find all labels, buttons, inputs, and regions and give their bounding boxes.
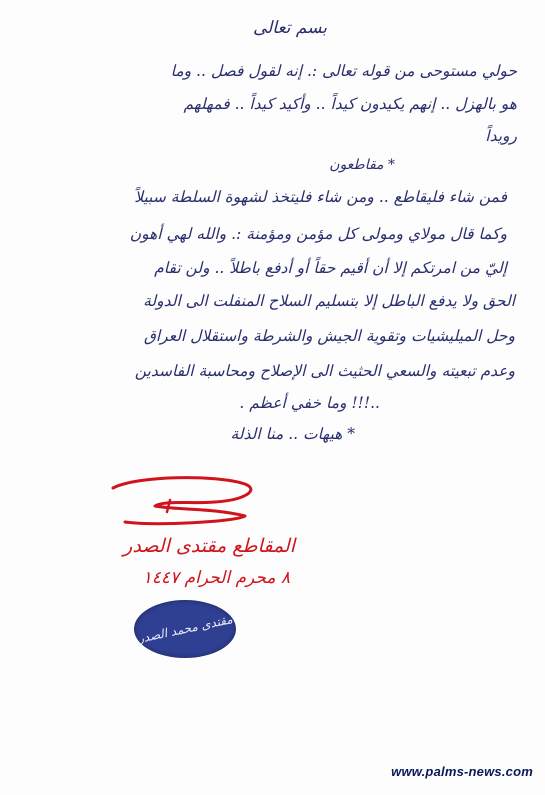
body-line-1: فمن شاء فليقاطع .. ومن شاء فليتخذ لشهوة السلطة سبيلاً <box>134 188 507 206</box>
body-line-2: وكما قال مولاي ومولى كل مؤمن ومؤمنة :. والله لهي أهون <box>129 225 507 243</box>
paragraph-line-3: رويداً <box>485 127 517 145</box>
letter-subject: * مقاطعون <box>329 157 395 173</box>
paragraph-line-1: حولي مستوحى من قوله تعالى :. إنه لقول فصل .. وما <box>170 62 517 80</box>
paragraph-line-2: هو بالهزل .. إنهم يكيدون كيداً .. وأكيد كيداً .. فمهلهم <box>183 95 517 113</box>
body-line-7: ..!!! وما خفي أعظم . <box>239 394 380 412</box>
source-website: www.palms-news.com <box>391 764 533 779</box>
official-seal <box>134 600 236 658</box>
body-line-3: إليّ من امرتكم إلا أن أقيم حقاً أو أدفع باطلاً .. ولن تقام <box>154 259 507 277</box>
signature-date: ٨ محرم الحرام ١٤٤٧ <box>142 568 290 588</box>
letter-closing: * هيهات .. منا الذلة <box>230 425 355 443</box>
seal-text: مقتدى محمد الصدر <box>136 612 234 646</box>
body-line-5: وحل الميليشيات وتقوية الجيش والشرطة واستقلال العراق <box>143 327 515 345</box>
letter-heading: بسم تعالى <box>252 18 328 38</box>
signature-name: المقاطع مقتدى الصدر <box>123 535 295 557</box>
handwritten-signature <box>95 470 295 540</box>
body-line-4: الحق ولا يدفع الباطل إلا بتسليم السلاح المنفلت الى الدولة <box>143 292 515 310</box>
body-line-6: وعدم تبعيته والسعي الحثيث الى الإصلاح ومحاسبة الفاسدين <box>134 362 515 380</box>
